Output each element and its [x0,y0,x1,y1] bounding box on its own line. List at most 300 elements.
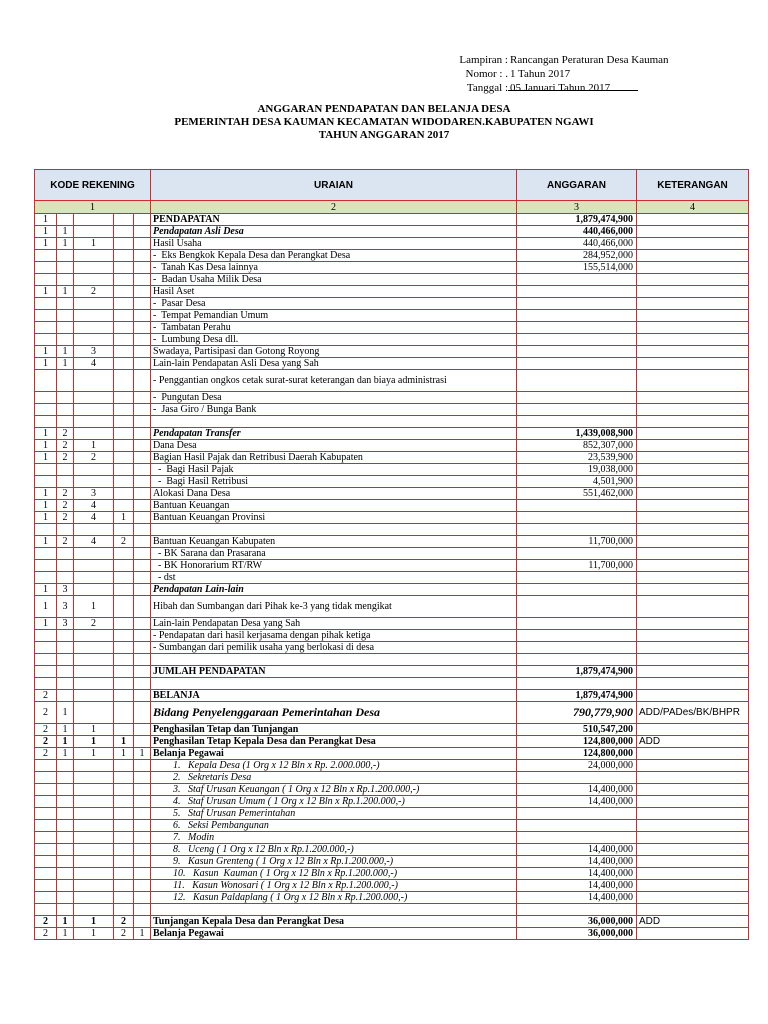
anggaran-cell: 19,038,000 [517,464,637,476]
title-line-2: PEMERINTAH DESA KAUMAN KECAMATAN WIDODAREN.KABUPATEN NGAWI [174,116,594,128]
uraian-cell: 10. Kasun Kauman ( 1 Org x 12 Bln x Rp.1.200.000,-) [151,868,517,880]
kode-cell-2 [57,524,74,536]
kode-cell-1 [35,678,57,690]
keterangan-cell [637,346,749,358]
kode-cell-4 [114,214,134,226]
uraian-cell [151,678,517,690]
kode-cell-4 [114,760,134,772]
kode-cell-1: 1 [35,440,57,452]
anggaran-cell: 36,000,000 [517,916,637,928]
anggaran-cell: 440,466,000 [517,226,637,238]
kode-cell-4 [114,702,134,724]
kode-cell-2: 1 [57,916,74,928]
kode-cell-4 [114,832,134,844]
uraian-cell [151,416,517,428]
kode-cell-1 [35,820,57,832]
kode-cell-3: 1 [74,238,114,250]
kode-cell-4 [114,642,134,654]
kode-cell-3 [74,856,114,868]
kode-cell-4 [114,500,134,512]
table-row [35,524,749,536]
uraian-cell: Pendapatan Asli Desa [151,226,517,238]
kode-cell-3: 1 [74,596,114,618]
uraian-cell: 2. Sekretaris Desa [151,772,517,784]
anggaran-cell [517,512,637,524]
uraian-cell: JUMLAH PENDAPATAN [151,666,517,678]
kode-cell-1: 1 [35,452,57,464]
anggaran-cell: 124,800,000 [517,736,637,748]
nomor-label: Nomor : . [465,68,508,80]
uraian-cell: - Pendapatan dari hasil kerjasama dengan pihak ketiga [151,630,517,642]
kode-cell-4 [114,346,134,358]
uraian-cell: - dst [151,572,517,584]
tanggal-value: 05 Januari Tahun 2017 [510,82,611,94]
kode-cell-4 [114,724,134,736]
keterangan-cell [637,892,749,904]
anggaran-cell [517,310,637,322]
table-row [35,286,749,298]
kode-cell-5 [134,440,151,452]
kode-cell-2 [57,868,74,880]
kode-cell-4 [114,572,134,584]
uraian-cell: Hasil Usaha [151,238,517,250]
anggaran-cell: 1,439,008,900 [517,428,637,440]
keterangan-cell [637,440,749,452]
anggaran-cell [517,618,637,630]
anggaran-cell: 14,400,000 [517,796,637,808]
kode-cell-5 [134,796,151,808]
uraian-cell: - Jasa Giro / Bunga Bank [151,404,517,416]
anggaran-cell [517,274,637,286]
kode-cell-1 [35,392,57,404]
kode-cell-3 [74,334,114,346]
uraian-cell: Penghasilan Tetap Kepala Desa dan Perangkat Desa [151,736,517,748]
kode-cell-2 [57,654,74,666]
kode-cell-4 [114,808,134,820]
kode-cell-3 [74,820,114,832]
keterangan-cell [637,298,749,310]
kode-cell-4 [114,880,134,892]
kode-cell-3: 1 [74,748,114,760]
uraian-cell: Belanja Pegawai [151,748,517,760]
kode-cell-5 [134,322,151,334]
keterangan-cell [637,404,749,416]
kode-cell-3 [74,892,114,904]
table-row [35,488,749,500]
kode-cell-2 [57,760,74,772]
kode-cell-4 [114,666,134,678]
kode-cell-4 [114,904,134,916]
kode-cell-3 [74,214,114,226]
table-row [35,416,749,428]
table-row [35,392,749,404]
table-row [35,844,749,856]
kode-cell-1 [35,250,57,262]
kode-cell-1 [35,760,57,772]
tanggal-label: Tanggal : [466,82,508,94]
anggaran-cell: 24,000,000 [517,760,637,772]
anggaran-cell [517,572,637,584]
keterangan-cell [637,524,749,536]
kode-cell-1 [35,904,57,916]
kode-cell-3 [74,784,114,796]
kode-cell-4 [114,892,134,904]
table-row [35,784,749,796]
anggaran-cell: 14,400,000 [517,784,637,796]
kode-cell-1 [35,370,57,392]
kode-cell-2 [57,880,74,892]
uraian-cell: - BK Sarana dan Prasarana [151,548,517,560]
kode-cell-1: 1 [35,536,57,548]
kode-cell-5 [134,702,151,724]
anggaran-cell: 440,466,000 [517,238,637,250]
table-row [35,584,749,596]
uraian-cell: Tunjangan Kepala Desa dan Perangkat Desa [151,916,517,928]
uraian-cell: 6. Seksi Pembangunan [151,820,517,832]
kode-cell-2 [57,832,74,844]
kode-cell-5 [134,298,151,310]
kode-cell-5 [134,548,151,560]
lampiran-value: Rancangan Peraturan Desa Kauman [510,54,669,66]
kode-cell-1 [35,654,57,666]
kode-cell-1: 2 [35,690,57,702]
kode-cell-4 [114,820,134,832]
kode-cell-2: 1 [57,238,74,250]
kode-cell-1: 1 [35,346,57,358]
kode-cell-3 [74,584,114,596]
keterangan-cell [637,808,749,820]
anggaran-cell: 11,700,000 [517,560,637,572]
kode-cell-2 [57,334,74,346]
anggaran-cell: 14,400,000 [517,892,637,904]
column-number-1: 1 [35,201,151,214]
uraian-cell: Lain-lain Pendapatan Desa yang Sah [151,618,517,630]
kode-cell-5 [134,226,151,238]
keterangan-cell [637,262,749,274]
kode-cell-3 [74,560,114,572]
keterangan-cell [637,488,749,500]
kode-cell-4 [114,310,134,322]
kode-cell-5 [134,856,151,868]
kode-cell-2: 1 [57,748,74,760]
table-row [35,214,749,226]
uraian-cell: Bagian Hasil Pajak dan Retribusi Daerah Kabupaten [151,452,517,464]
table-row [35,928,749,940]
uraian-header: URAIAN [151,170,517,201]
kode-cell-5 [134,370,151,392]
kode-cell-1 [35,666,57,678]
keterangan-cell [637,868,749,880]
kode-cell-4 [114,226,134,238]
uraian-cell [151,524,517,536]
kode-cell-4 [114,678,134,690]
keterangan-cell: ADD [637,916,749,928]
kode-cell-2 [57,310,74,322]
keterangan-cell [637,416,749,428]
kode-cell-1 [35,642,57,654]
kode-cell-4 [114,690,134,702]
kode-cell-3 [74,464,114,476]
kode-cell-4 [114,392,134,404]
kode-cell-2 [57,274,74,286]
keterangan-cell [637,796,749,808]
kode-cell-5 [134,416,151,428]
uraian-cell: Belanja Pegawai [151,928,517,940]
anggaran-cell [517,346,637,358]
anggaran-cell [517,524,637,536]
anggaran-cell [517,904,637,916]
kode-cell-4 [114,844,134,856]
kode-cell-5 [134,358,151,370]
kode-cell-5 [134,892,151,904]
anggaran-cell [517,630,637,642]
kode-cell-5 [134,428,151,440]
kode-cell-3: 3 [74,346,114,358]
keterangan-cell [637,392,749,404]
kode-cell-3 [74,760,114,772]
keterangan-cell [637,310,749,322]
kode-cell-4 [114,428,134,440]
keterangan-cell [637,690,749,702]
kode-cell-4 [114,452,134,464]
anggaran-cell: 1,879,474,900 [517,690,637,702]
kode-cell-4 [114,868,134,880]
kode-cell-4 [114,488,134,500]
keterangan-cell [637,548,749,560]
kode-cell-1: 2 [35,916,57,928]
kode-cell-1: 2 [35,724,57,736]
kode-cell-5 [134,262,151,274]
table-row [35,310,749,322]
title-line-1: ANGGARAN PENDAPATAN DAN BELANJA DESA [257,103,511,115]
kode-cell-2: 3 [57,618,74,630]
kode-cell-2: 1 [57,724,74,736]
table-row [35,464,749,476]
anggaran-cell [517,358,637,370]
keterangan-cell [637,560,749,572]
kode-cell-2: 2 [57,440,74,452]
kode-cell-1 [35,322,57,334]
keterangan-cell [637,666,749,678]
kode-cell-4 [114,370,134,392]
anggaran-cell [517,832,637,844]
table-row [35,724,749,736]
uraian-cell: 5. Staf Urusan Pemerintahan [151,808,517,820]
kode-cell-2 [57,796,74,808]
kode-cell-2: 3 [57,596,74,618]
table-row [35,262,749,274]
table-row [35,440,749,452]
table-row [35,904,749,916]
table-row [35,880,749,892]
keterangan-cell [637,642,749,654]
uraian-cell: Hibah dan Sumbangan dari Pihak ke-3 yang tidak mengikat [151,596,517,618]
kode-cell-3: 1 [74,928,114,940]
kode-cell-5 [134,584,151,596]
kode-cell-1 [35,856,57,868]
kode-cell-5 [134,464,151,476]
table-row [35,690,749,702]
kode-cell-1: 1 [35,286,57,298]
kode-cell-1 [35,524,57,536]
table-row [35,892,749,904]
kode-cell-2 [57,666,74,678]
kode-cell-1 [35,548,57,560]
kode-cell-2: 3 [57,584,74,596]
kode-cell-3 [74,548,114,560]
kode-cell-5 [134,286,151,298]
kode-cell-2 [57,904,74,916]
kode-cell-5 [134,476,151,488]
kode-cell-4 [114,274,134,286]
uraian-cell [151,654,517,666]
kode-cell-4 [114,796,134,808]
kode-cell-3 [74,392,114,404]
kode-cell-3 [74,226,114,238]
keterangan-cell [637,904,749,916]
kode-cell-4: 2 [114,928,134,940]
kode-cell-2: 2 [57,512,74,524]
anggaran-cell [517,642,637,654]
keterangan-cell [637,286,749,298]
kode-cell-5 [134,310,151,322]
kode-cell-1: 2 [35,702,57,724]
kode-cell-2 [57,370,74,392]
kode-cell-3 [74,310,114,322]
kode-cell-4 [114,784,134,796]
kode-cell-3 [74,250,114,262]
kode-cell-5 [134,238,151,250]
kode-cell-1 [35,832,57,844]
table-row [35,772,749,784]
uraian-cell: - Sumbangan dari pemilik usaha yang berlokasi di desa [151,642,517,654]
kode-cell-5: 1 [134,748,151,760]
keterangan-cell [637,584,749,596]
kode-cell-3 [74,476,114,488]
kode-cell-5 [134,832,151,844]
uraian-cell: 3. Staf Urusan Keuangan ( 1 Org x 12 Bln x Rp.1.200.000,-) [151,784,517,796]
column-number-row [35,201,749,214]
table-row [35,404,749,416]
kode-cell-3 [74,678,114,690]
kode-cell-3 [74,322,114,334]
kode-cell-3 [74,868,114,880]
kode-cell-2: 1 [57,358,74,370]
kode-cell-1 [35,892,57,904]
kode-cell-1 [35,476,57,488]
kode-cell-2 [57,772,74,784]
kode-cell-4 [114,618,134,630]
kode-cell-5 [134,808,151,820]
keterangan-cell [637,238,749,250]
uraian-cell: - Pungutan Desa [151,392,517,404]
kode-cell-2 [57,892,74,904]
kode-cell-1: 2 [35,928,57,940]
kode-cell-1: 1 [35,214,57,226]
anggaran-cell [517,596,637,618]
kode-cell-3 [74,630,114,642]
keterangan-cell [637,370,749,392]
kode-cell-2 [57,630,74,642]
table-row [35,334,749,346]
kode-cell-5 [134,880,151,892]
uraian-cell: 11. Kasun Wonosari ( 1 Org x 12 Bln x Rp.1.200.000,-) [151,880,517,892]
keterangan-cell [637,724,749,736]
keterangan-cell [637,250,749,262]
kode-cell-1: 1 [35,238,57,250]
table-row [35,226,749,238]
kode-cell-5 [134,760,151,772]
table-row [35,736,749,748]
kode-cell-2: 2 [57,488,74,500]
kode-cell-4 [114,416,134,428]
kode-cell-1: 2 [35,736,57,748]
uraian-cell: 4. Staf Urusan Umum ( 1 Org x 12 Bln x Rp.1.200.000,-) [151,796,517,808]
kode-cell-5 [134,334,151,346]
kode-cell-4 [114,286,134,298]
keterangan-cell: ADD [637,736,749,748]
table-row [35,832,749,844]
kode-cell-3 [74,796,114,808]
kode-cell-2: 1 [57,226,74,238]
kode-cell-5 [134,772,151,784]
anggaran-cell [517,548,637,560]
kode-cell-5 [134,214,151,226]
anggaran-cell [517,392,637,404]
kode-rekening-header: KODE REKENING [35,170,151,201]
anggaran-cell [517,654,637,666]
anggaran-cell: 11,700,000 [517,536,637,548]
keterangan-cell [637,832,749,844]
kode-cell-3 [74,642,114,654]
kode-cell-1 [35,772,57,784]
table-row [35,238,749,250]
keterangan-cell [637,428,749,440]
table-row [35,760,749,772]
kode-cell-3 [74,832,114,844]
uraian-cell: Pendapatan Transfer [151,428,517,440]
kode-cell-2 [57,262,74,274]
keterangan-cell [637,226,749,238]
uraian-cell [151,904,517,916]
kode-cell-4 [114,584,134,596]
kode-cell-5 [134,392,151,404]
kode-cell-4 [114,238,134,250]
uraian-cell: Alokasi Dana Desa [151,488,517,500]
uraian-cell: - Tempat Pemandian Umum [151,310,517,322]
kode-cell-1: 1 [35,358,57,370]
anggaran-cell [517,772,637,784]
table-row [35,548,749,560]
kode-cell-1 [35,310,57,322]
nomor-value: 1 Tahun 2017 [510,68,571,80]
kode-cell-5 [134,452,151,464]
table-row [35,916,749,928]
anggaran-cell [517,404,637,416]
anggaran-cell: 155,514,000 [517,262,637,274]
keterangan-cell [637,820,749,832]
kode-cell-4 [114,262,134,274]
keterangan-cell [637,500,749,512]
uraian-cell: - Pasar Desa [151,298,517,310]
anggaran-cell [517,286,637,298]
uraian-cell: 9. Kasun Grenteng ( 1 Org x 12 Bln x Rp.1.200.000,-) [151,856,517,868]
kode-cell-2 [57,476,74,488]
uraian-cell: - Tanah Kas Desa lainnya [151,262,517,274]
keterangan-cell [637,464,749,476]
table-row [35,476,749,488]
table-row [35,512,749,524]
